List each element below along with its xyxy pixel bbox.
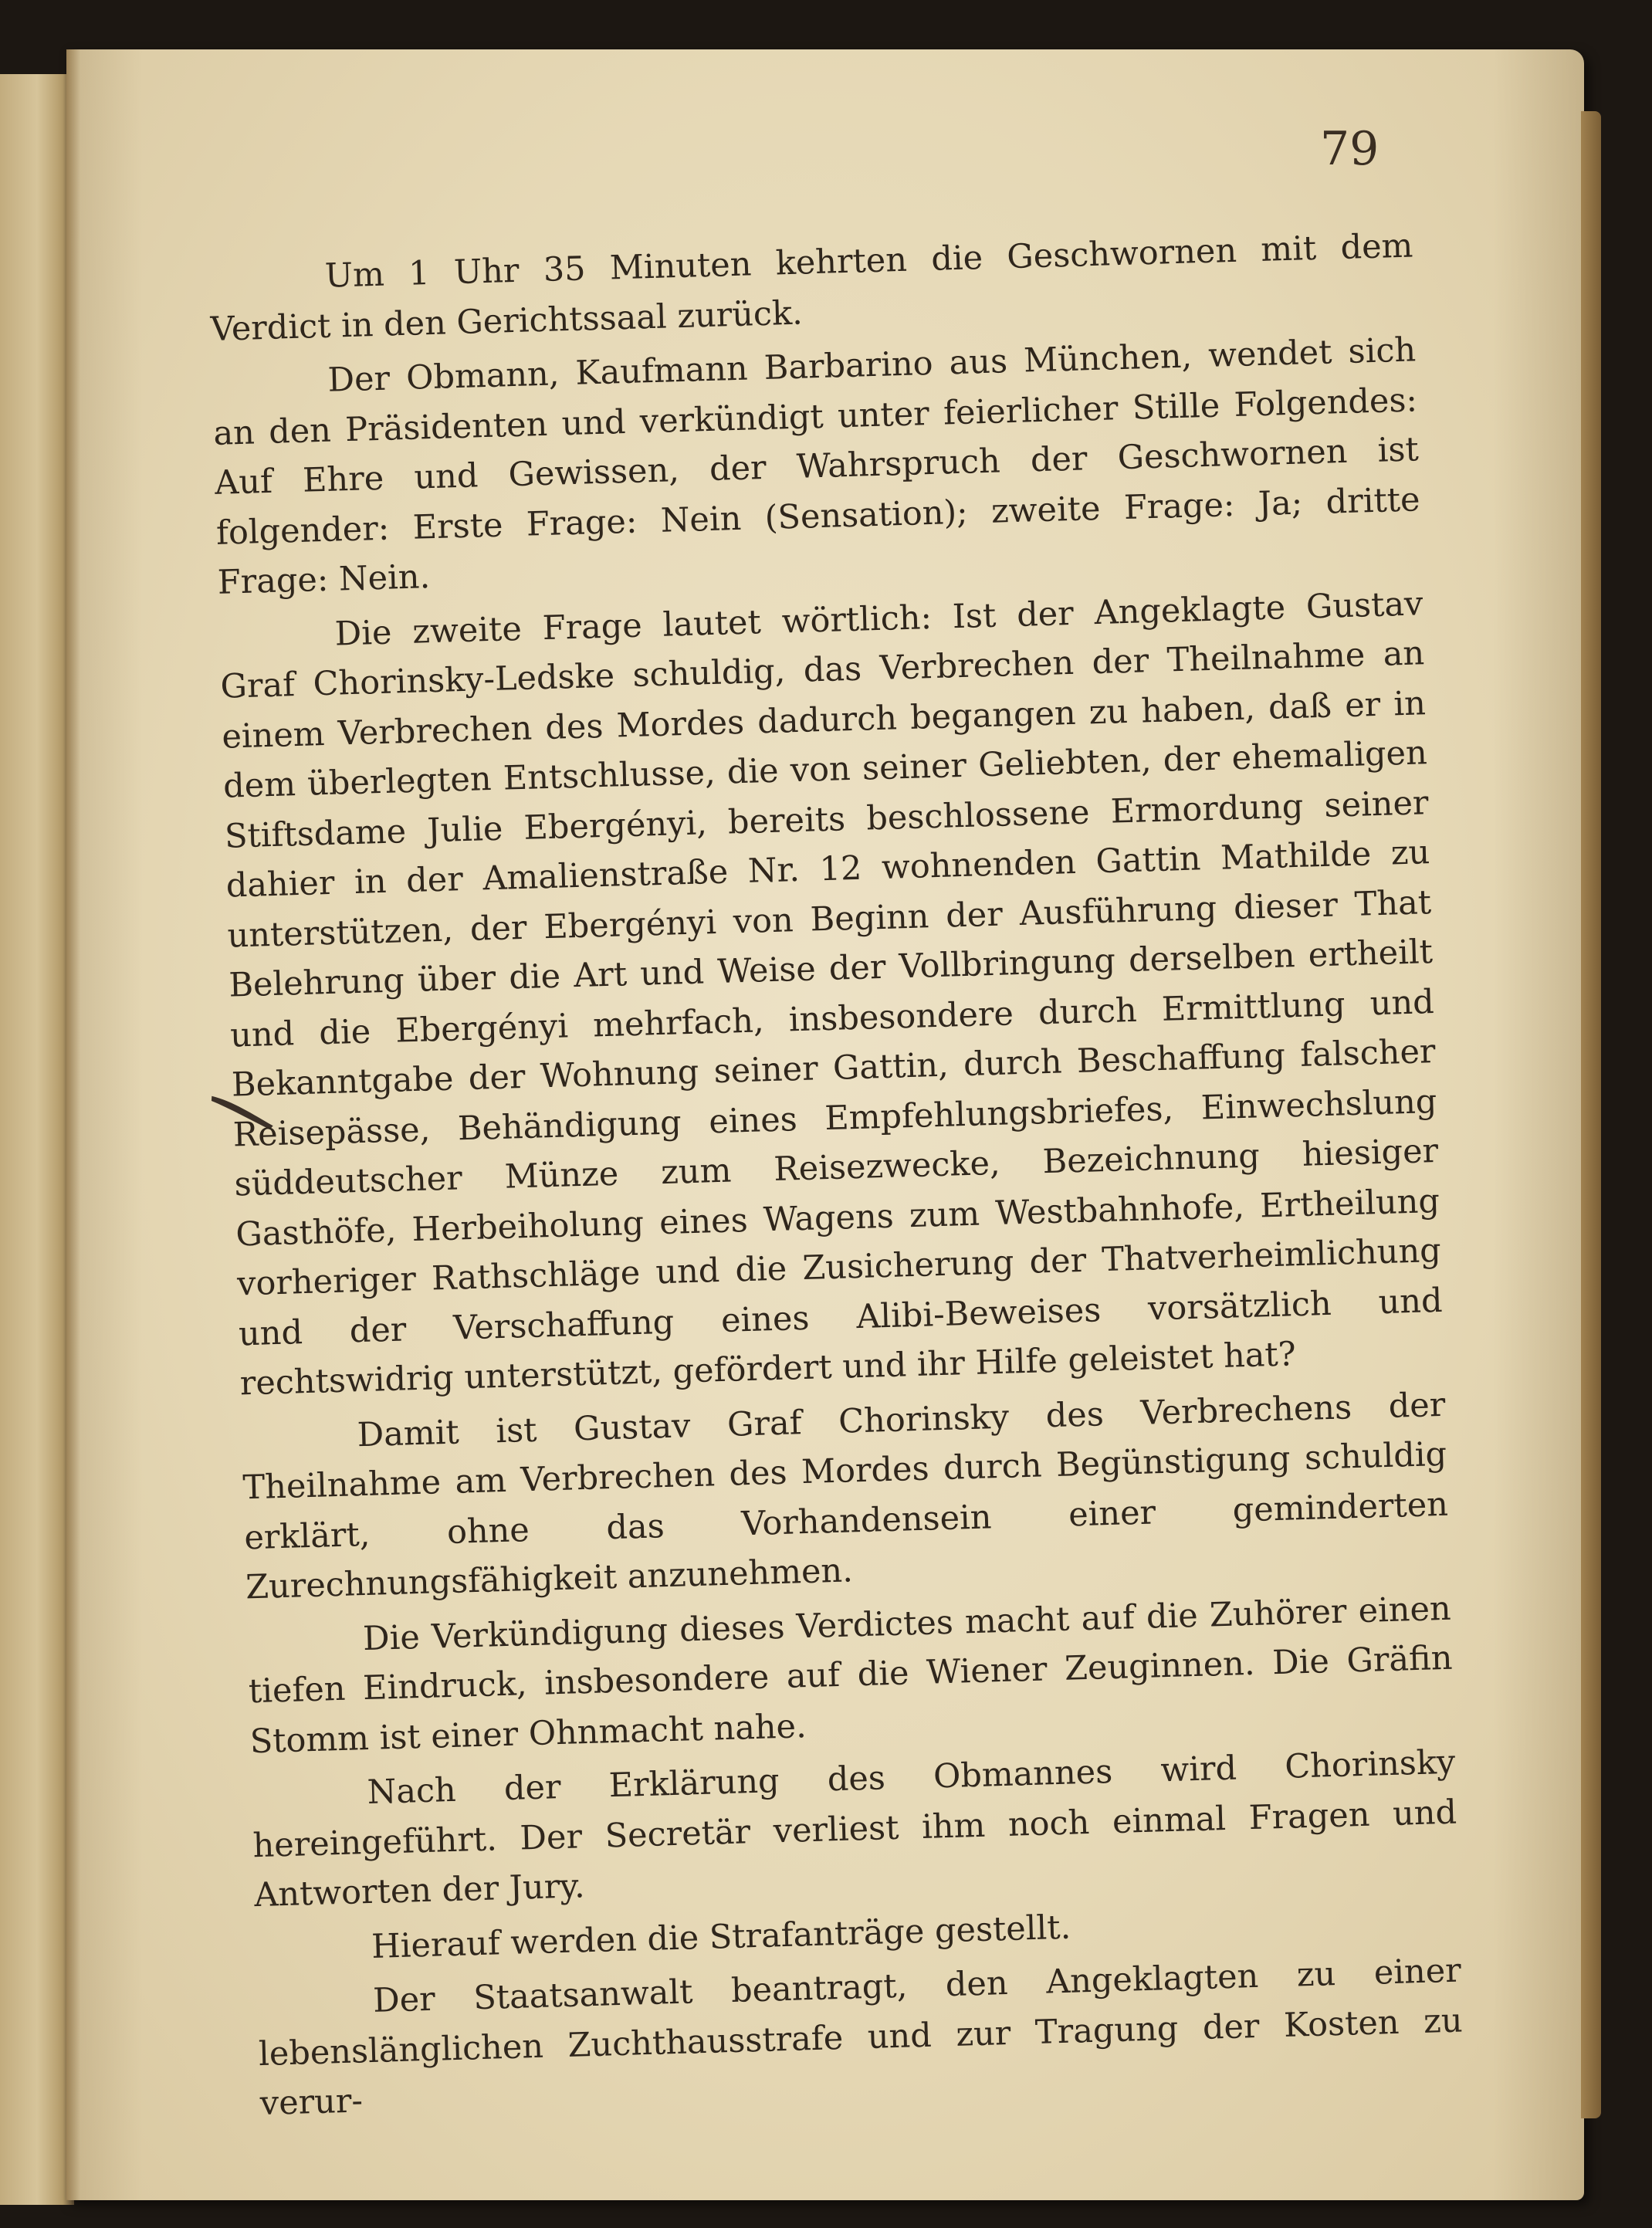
page-gutter [66, 49, 80, 2200]
paragraph: Nach der Erklärung des Obmannes wird Chorinsky hereingeführt. Der Secretär verliest ihm noch einmal Fragen und Antworten der Jury. [252, 1742, 1457, 1915]
facing-page-edge [0, 74, 74, 2205]
paragraph: Die zweite Frage lautet wörtlich: Ist der Angeklagte Gustav Graf Chorinsky-Ledske schuldig, das Verbrechen der Theilnahme an einem Verbrechen des Mordes dadurch begangen zu haben, daß er in dem überlegten Entschlusse, die von seiner Geliebten, der ehemaligen Stiftsdame Julie Ebergényi, bereits beschlossene Ermordung seiner dahier in der Amalienstraße Nr. 12 wohnenden Gattin Mathilde zu unterstützen, der Ebergényi von Beginn der Ausführung dieser That Belehrung über die Art und Weise der Vollbringung derselben ertheilt und die Ebergényi mehrfach, insbesondere durch Ermittlung und Bekanntgabe der Wohnung seiner Gattin, durch Beschaffung falscher Reisepässe, Behändigung eines Empfehlungsbriefes, Einwechslung süddeutscher Münze zum Reisezwecke, Bezeichnung hiesiger Gasthöfe, Herbeiholung eines Wagens zum Westbahnhofe, Ertheilung vorheriger Rathschläge und die Zusicherung der Thatverheimlichung und der Verschaffung eines Alibi-Beweises vorsätzlich und rechtswidrig unterstützt, gefördert und ihr Hilfe geleistet hat? [219, 584, 1444, 1404]
paragraph: Der Obmann, Kaufmann Barbarino aus München, wendet sich an den Präsidenten und verkündigt unter feierlicher Stille Folgendes: Auf Ehre und Gewissen, der Wahrspruch der Geschwornen ist folgender: Erste Frage: Nein (Sensation); zweite Frage: Ja; dritte Frage: Nein. [212, 330, 1421, 602]
page-number: 79 [1320, 122, 1379, 176]
paragraph: Damit ist Gustav Graf Chorinsky des Verbrechens der Theilnahme am Verbrechen des Mordes durch Begünstigung schuldig erklärt, ohne das Vorhandensein einer geminderten Zurechnungsfähigkeit anzunehmen. [242, 1385, 1449, 1607]
paragraph: Hierauf werden die Strafanträge gestellt. [371, 1908, 1071, 1966]
page-text [208, 221, 1464, 2133]
page-edge-right [1581, 111, 1601, 2118]
paragraph: Der Staatsanwalt beantragt, den Angeklagten zu einer lebenslänglichen Zuchthausstrafe und zur Tragung der Kosten zu verur- [258, 1951, 1464, 2124]
paragraph: Um 1 Uhr 35 Minuten kehrten die Geschwornen mit dem Verdict in den Gerichtssaal zurück. [209, 226, 1413, 349]
paragraph: Die Verkündigung dieses Verdictes macht auf die Zuhörer einen tiefen Eindruck, insbesondere auf die Wiener Zeuginnen. Die Gräfin Stomm ist einer Ohnmacht nahe. [248, 1589, 1454, 1761]
